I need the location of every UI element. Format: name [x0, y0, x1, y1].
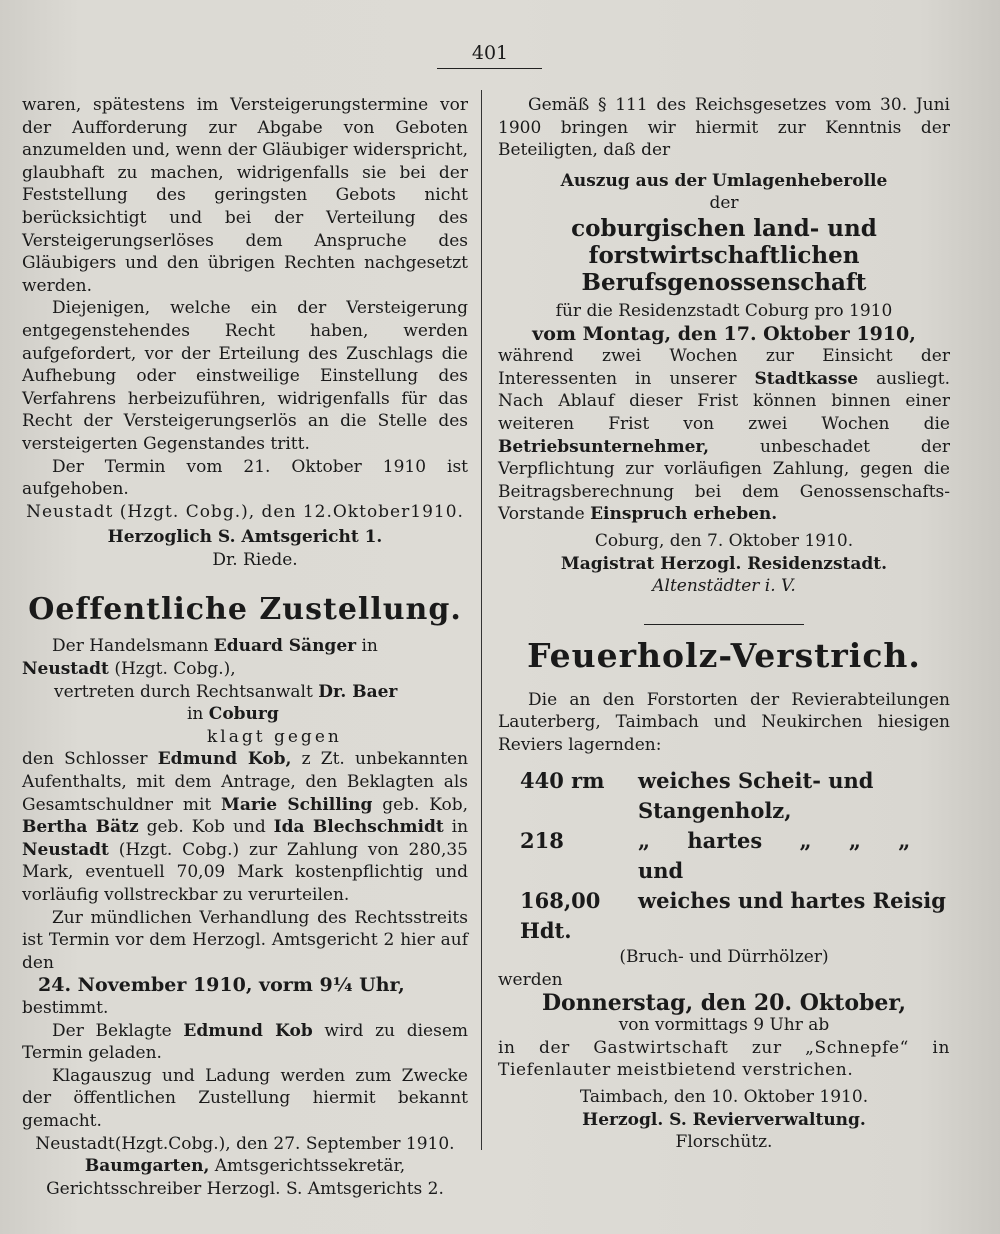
- werden-line: werden: [498, 970, 563, 991]
- sues-against-line: klagt gegen: [207, 726, 342, 747]
- levy-authority: Magistrat Herzogl. Residenzstadt.: [560, 553, 888, 574]
- plaintiff-place-line: Neustadt (Hzgt. Cobg.),: [22, 659, 236, 680]
- sale-officer: Florschütz.: [675, 1132, 773, 1153]
- hearing-paragraph: Zur mündlichen Verhandlung des Rechtsstreits ist Termin vor dem Herzogl. Amtsgericht 2 hier auf den: [22, 907, 468, 973]
- service-place-date: Neustadt(Hzgt.Cobg.), den 27. September 1910.: [35, 1133, 455, 1154]
- right-column: [498, 94, 950, 1154]
- auction-notice-paragraph-1: waren, spätestens im Versteigerungstermine vor der Aufforderung zur Abgabe von Geboten anzumelden und, wenn der Gläubiger widerspricht, glaubhaft zu machen, widrigenfalls sie bei der Feststellung des geringsten Gebots nicht berücksichtigt und bei der Verteilung des Versteigerungserlöses dem Anspruche des Gläubigers und den übrigen Rechten nachgesetzt werden.: [22, 95, 468, 296]
- plaintiff-line: Der Handelsmann Eduard Sänger in: [52, 636, 378, 657]
- firewood-heading: Feuerholz-Verstrich.: [527, 635, 921, 675]
- lot-row: 168,00 Hdt. weiches und hartes Reisig: [520, 888, 946, 944]
- page-number: 401: [471, 42, 509, 64]
- clerk-line: Baumgarten, Amtsgerichtssekretär,: [84, 1156, 406, 1177]
- public-service-heading: Oeffentliche Zustellung.: [28, 592, 462, 628]
- levy-signer: Altenstädter i. V.: [652, 576, 796, 597]
- column-divider: [481, 90, 482, 1150]
- summons-paragraph: Der Beklagte Edmund Kob wird zu diesem Termin geladen.: [22, 1020, 468, 1064]
- clerk-title: Gerichtsschreiber Herzogl. S. Amtsgerichts 2.: [46, 1178, 444, 1199]
- levy-title-1: Auszug aus der Umlagenheberolle: [560, 170, 888, 191]
- sale-office: Herzogl. S. Revierverwaltung.: [582, 1109, 866, 1130]
- section-rule: [644, 624, 804, 625]
- auction-court: Herzoglich S. Amtsgericht 1.: [107, 527, 383, 548]
- auction-judge: Dr. Riede.: [212, 549, 298, 570]
- lot-row: 440 rm weiches Scheit- und Stangenholz,: [520, 768, 874, 824]
- lot-note: (Bruch- und Dürrhölzer): [619, 947, 829, 968]
- levy-title-3: coburgischen land- und forstwirtschaftlichen: [571, 214, 877, 269]
- plaintiff-name: Eduard Sänger: [213, 636, 357, 657]
- auction-notice-paragraph-3: Der Termin vom 21. Oktober 1910 ist aufgehoben.: [22, 456, 468, 500]
- hearing-end: bestimmt.: [22, 997, 109, 1018]
- auction-place-date: Neustadt (Hzgt. Cobg.), den 12.Oktober1910.: [26, 501, 464, 522]
- sale-time: von vormittags 9 Uhr ab: [618, 1015, 830, 1036]
- defendant-paragraph: den Schlosser Edmund Kob, z Zt. unbekannten Aufenthalts, mit dem Antrage, den Beklagten als Gesamtschuldner mit Marie Schilling geb. Kob, Bertha Bätz geb. Kob und Ida Blechschmidt in Neustadt (Hzgt. Cobg.) zur Zahlung von 280,35 Mark, eventuell 70,09 Mark kostenpflichtig und vorläufig vollstreckbar zu verurteilen.: [22, 749, 469, 905]
- levy-title-2: der: [709, 193, 739, 214]
- left-column: [22, 94, 468, 1200]
- firewood-lots: [520, 766, 950, 946]
- levy-place-date: Coburg, den 7. Oktober 1910.: [594, 530, 854, 551]
- levy-paragraph: während zwei Wochen zur Einsicht der Interessenten in unserer Stadtkasse ausliegt. Nach Ablauf dieser Frist können binnen einer weiteren Frist von zwei Wochen die Betriebsunternehmer, unbeschadet der Verpflichtung zur vorläufigen Zahlung, gegen die Beitragsberechnung bei dem Genossenschafts-Vorstande Einspruch erheben.: [498, 346, 951, 525]
- auction-notice-paragraph-2: Diejenigen, welche ein der Versteigerung entgegenstehendes Recht haben, werden aufgefordert, vor der Erteilung des Zuschlags die Aufhebung oder einstweilige Einstellung des Verfahrens herbeizuführen, widrigenfalls für das Recht der Versteigerungserlös an die Stelle des versteigerten Gegenstandes tritt.: [22, 298, 468, 454]
- levy-date: vom Montag, den 17. Oktober 1910,: [532, 322, 916, 345]
- sale-place: in der Gastwirtschaft zur „Schnepfe“ in Tiefenlauter meistbietend verstrichen.: [498, 1037, 950, 1081]
- lawyer-place-line: in Coburg: [187, 704, 279, 725]
- publication-paragraph: Klagauszug und Ladung werden zum Zwecke der öffentlichen Zustellung hiermit bekannt gemacht.: [22, 1065, 468, 1131]
- levy-title-5: für die Residenzstadt Coburg pro 1910: [555, 300, 893, 321]
- lawyer-line: vertreten durch Rechtsanwalt Dr. Baer: [54, 681, 398, 702]
- sale-sign-date: Taimbach, den 10. Oktober 1910.: [579, 1087, 869, 1108]
- lot-row: 218 „ hartes „ „ „ und: [520, 828, 911, 884]
- levy-title-4: Berufsgenossenschaft: [581, 268, 867, 296]
- hearing-date: 24. November 1910, vorm 9¼ Uhr,: [38, 974, 405, 997]
- sale-date: Donnerstag, den 20. Oktober,: [541, 989, 907, 1016]
- firewood-intro: Die an den Forstorten der Revierabteilungen Lauterberg, Taimbach und Neukirchen hiesigen Reviers lagernden:: [498, 689, 950, 755]
- levy-intro: Gemäß § 111 des Reichsgesetzes vom 30. Juni 1900 bringen wir hiermit zur Kenntnis der Beteiligten, daß der: [498, 95, 950, 161]
- header-rule: [437, 68, 542, 69]
